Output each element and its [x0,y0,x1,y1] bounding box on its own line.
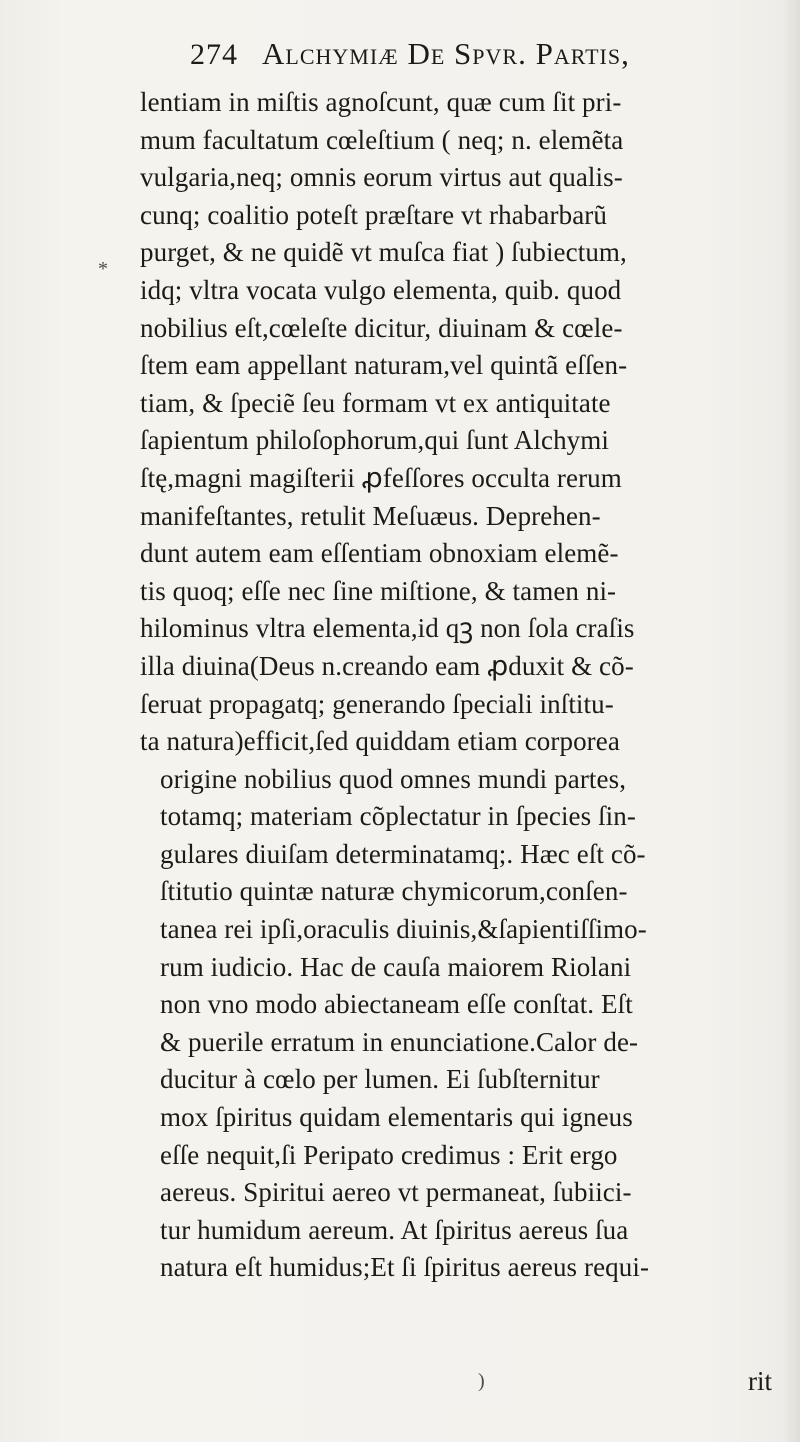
text-line: lentiam in miſtis agnoſcunt, quæ cum ſit pri- [140,87,622,117]
bottom-mark: ) [478,1370,485,1392]
text-line: ſtę,magni magiſterii ꝓfeſſores occulta rerum [140,462,622,493]
text-line: rum iudicio. Hac de cauſa maiorem Riolani [160,951,632,982]
text-line: manifeſtantes, retulit Meſuæus. Deprehen- [140,500,601,531]
text-line: non vno modo abiectaneam eſſe conſtat. Eſt [160,989,633,1020]
text-line: gulares diuiſam determinatamq;. Hæc eſt cõ- [160,838,646,869]
text-line: tanea rei ipſi,oraculis diuinis,&ſapientiſſimo- [160,914,647,945]
text-line: mum facultatum cœleſtium ( neq; n. elemẽta [140,124,624,155]
text-line: ſtitutio quintæ naturæ chymicorum,conſen- [160,876,628,907]
text-line: ta natura)efficit,ſed quiddam etiam corporea [140,726,620,757]
text-line: & puerile erratum in enunciatione.Calor de- [160,1026,639,1057]
main-text-block [140,84,780,1287]
catchword: rit [748,1366,772,1396]
text-line: vulgaria,neq; omnis eorum virtus aut qualis- [140,162,623,193]
text-line: totamq; materiam cõplectatur in ſpecies ſin- [160,801,636,832]
text-line: eſſe nequit,ſi Peripato credimus : Erit ergo [160,1139,618,1170]
text-line: dunt autem eam eſſentiam obnoxiam elemẽ- [140,538,619,569]
text-line: natura eſt humidus;Et ſi ſpiritus aereus requi- [160,1252,650,1283]
text-line: mox ſpiritus quidam elementaris qui igneus [160,1102,633,1133]
text-line: nobilius eſt,cœleſte dicitur, diuinam & cœle- [140,312,623,343]
running-head: Alchymiæ De Spvr. Partis, [262,36,630,71]
page-number: 274 [190,38,238,71]
text-line: hilominus vltra elementa,id qꝫ non ſola craſis [140,613,635,644]
text-line: ſapientum philoſophorum,qui ſunt Alchymi [140,425,609,456]
text-line: idq; vltra vocata vulgo elementa, quib. quod [140,274,622,305]
text-line: ſeruat propagatq; generando ſpeciali inſtitu- [140,688,614,719]
text-line: ducitur à cœlo per lumen. Ei ſubſternitur [160,1064,600,1095]
text-line: aereus. Spiritui aereo vt permaneat, ſubiici- [160,1177,632,1208]
text-line: illa diuina(Deus n.creando eam ꝓduxit & cõ- [140,650,634,681]
text-line: tis quoq; eſſe nec ſine miſtione, & tamen ni- [140,575,617,606]
text-line: origine nobilius quod omnes mundi partes, [160,763,627,794]
text-line: cunq; coalitio poteſt præſtare vt rhabarbarũ [140,199,607,230]
left-margin-mark: * [98,258,108,280]
text-line: purget, & ne quidẽ vt muſca fiat ) ſubiectum, [140,237,627,268]
text-line: tur humidum aereum. At ſpiritus aereus ſua [160,1214,629,1245]
text-line: ſtem eam appellant naturam,vel quintã eſſen- [140,350,628,381]
page-edge-shadow [782,0,800,1442]
page-header [190,36,770,80]
text-line: tiam, & ſpeciẽ ſeu formam vt ex antiquitate [140,387,611,418]
